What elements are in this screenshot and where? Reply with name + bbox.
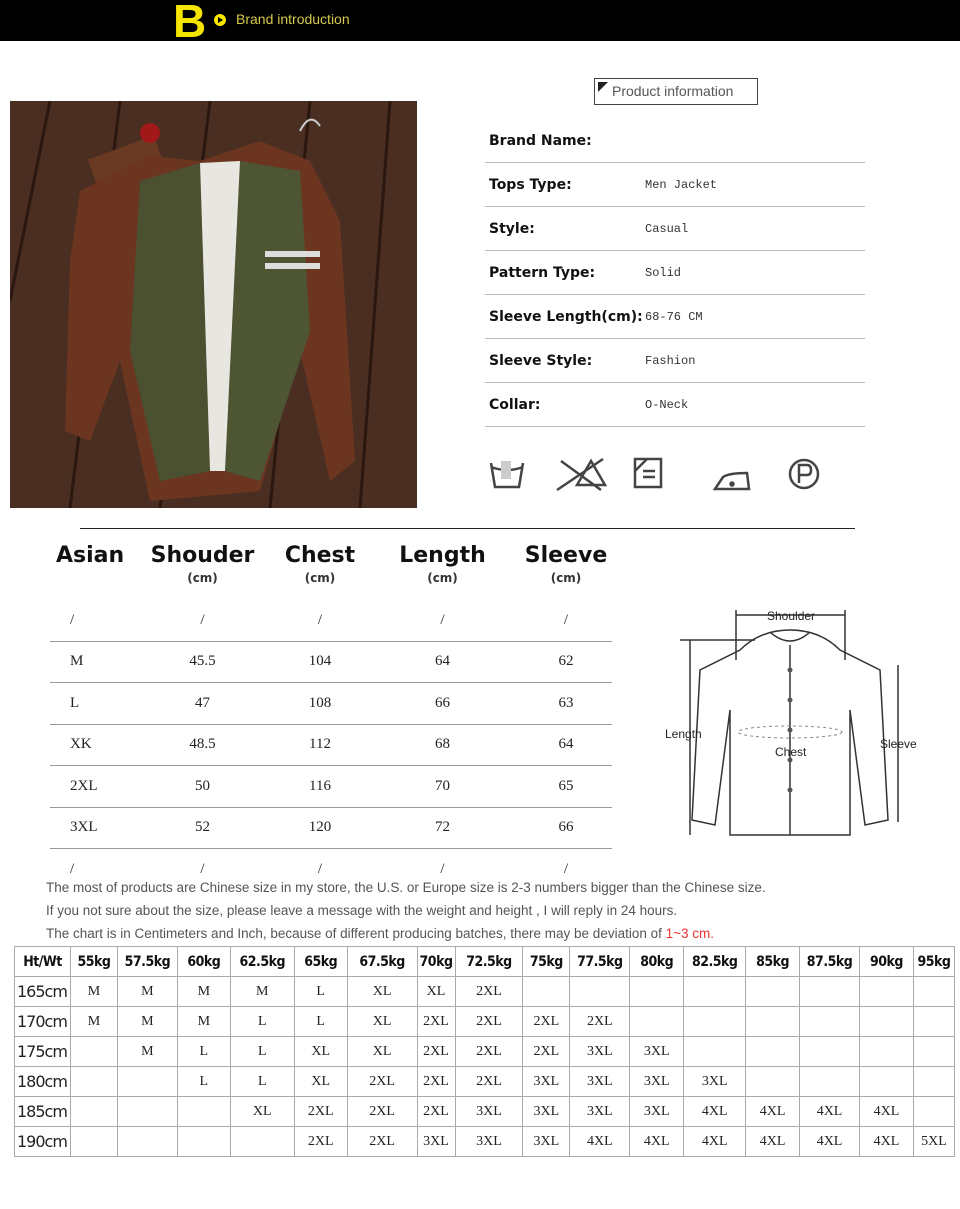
chart-cell: 3XL: [630, 1097, 684, 1127]
attr-label: Brand Name:: [489, 132, 592, 149]
attr-collar: [485, 383, 865, 427]
chart-cell: 3XL: [630, 1067, 684, 1097]
chart-cell: 2XL: [455, 977, 523, 1007]
chart-cell: [70, 1127, 117, 1157]
length-label: Length: [665, 727, 702, 741]
header-banner: [0, 0, 960, 47]
chart-cell: 4XL: [746, 1097, 800, 1127]
size-cell: 112: [309, 736, 331, 753]
chart-cell: M: [117, 1037, 177, 1067]
chart-cell: 5XL: [913, 1127, 954, 1157]
chart-cell: 3XL: [455, 1097, 523, 1127]
chart-row: [15, 977, 955, 1007]
chart-cell: 2XL: [347, 1067, 417, 1097]
size-cell: /: [200, 611, 205, 628]
chart-cell: L: [230, 1067, 294, 1097]
row-header: 175cm: [15, 1037, 71, 1067]
size-cell: 116: [309, 777, 331, 794]
row-header: 190cm: [15, 1127, 71, 1157]
chart-cell: XL: [347, 1007, 417, 1037]
row-header: 170cm: [15, 1007, 71, 1037]
chart-cell: XL: [417, 977, 455, 1007]
size-cell: 64: [435, 653, 450, 670]
dry-flat-icon: [635, 459, 661, 487]
chart-header-row: [15, 947, 955, 977]
chart-cell: XL: [347, 977, 417, 1007]
product-information-label: Product information: [594, 78, 758, 105]
chart-cell: [860, 1067, 914, 1097]
chart-cell: XL: [294, 1037, 347, 1067]
chart-cell: [684, 1007, 746, 1037]
chart-row: [15, 1097, 955, 1127]
chart-cell: 2XL: [455, 1067, 523, 1097]
chart-cell: 4XL: [630, 1127, 684, 1157]
measurement-diagram: [660, 600, 920, 845]
header-label: Length: [399, 543, 486, 568]
chest-label: Chest: [775, 745, 807, 759]
size-notes: [46, 876, 766, 945]
chart-cell: 3XL: [523, 1097, 570, 1127]
size-cell: 66: [435, 694, 450, 711]
chart-cell: 55kg: [70, 947, 117, 977]
chart-cell: [913, 1007, 954, 1037]
attr-label: Style:: [489, 220, 535, 237]
size-row: [50, 808, 612, 850]
size-row: [50, 683, 612, 725]
attr-sleeve-length: [485, 295, 865, 339]
header-label: Shouder: [150, 543, 255, 568]
attr-label: Tops Type:: [489, 176, 572, 193]
chart-cell: [800, 1067, 860, 1097]
chart-cell: [177, 1127, 230, 1157]
chart-cell: [800, 1037, 860, 1067]
chart-cell: [746, 977, 800, 1007]
size-cell: 52: [195, 819, 210, 836]
size-table-header: [50, 540, 612, 600]
row-header: 185cm: [15, 1097, 71, 1127]
size-cell: 120: [308, 819, 332, 836]
attr-label: Sleeve Length(cm):: [489, 308, 643, 325]
chart-cell: 65kg: [294, 947, 347, 977]
chart-cell: [913, 1097, 954, 1127]
attr-pattern-type: [485, 251, 865, 295]
chart-cell: [570, 977, 630, 1007]
shoulder-label: Shoulder: [767, 609, 816, 623]
header-unit: (cm): [304, 571, 336, 585]
chart-cell: [70, 1037, 117, 1067]
brand-introduction-title: Brand introduction: [236, 11, 350, 27]
chart-row: [15, 1127, 955, 1157]
size-row: [50, 766, 612, 808]
header-shoulder: [130, 540, 275, 600]
chart-cell: [860, 977, 914, 1007]
chart-cell: L: [294, 977, 347, 1007]
chart-cell: [800, 1007, 860, 1037]
chart-cell: [684, 977, 746, 1007]
chart-cell: 2XL: [570, 1007, 630, 1037]
attr-style: [485, 207, 865, 251]
size-cell: 63: [558, 694, 574, 711]
row-header: 180cm: [15, 1067, 71, 1097]
size-cell: 72: [435, 819, 450, 836]
chart-cell: [630, 1007, 684, 1037]
chart-cell: 67.5kg: [347, 947, 417, 977]
chart-cell: [70, 1067, 117, 1097]
attr-label: Sleeve Style:: [489, 352, 593, 369]
chart-cell: [630, 977, 684, 1007]
product-photo: [10, 101, 417, 508]
chart-cell: 2XL: [417, 1007, 455, 1037]
size-cell: 62: [558, 653, 574, 670]
chart-cell: XL: [347, 1037, 417, 1067]
size-cell: 48.5: [189, 736, 216, 753]
chart-cell: 2XL: [417, 1067, 455, 1097]
size-cell: /: [440, 861, 445, 878]
note-line: If you not sure about the size, please leave a message with the weight and height , I will reply in 24 hours.: [46, 903, 678, 918]
chart-cell: 3XL: [684, 1067, 746, 1097]
chart-cell: [860, 1037, 914, 1067]
chart-cell: 2XL: [347, 1097, 417, 1127]
chart-cell: [860, 1007, 914, 1037]
size-row: [50, 600, 612, 642]
size-cell: L: [70, 694, 80, 711]
attr-value: 68-76 CM: [645, 309, 703, 324]
chart-cell: 2XL: [347, 1127, 417, 1157]
chart-cell: [230, 1127, 294, 1157]
size-row: [50, 725, 612, 767]
attr-label: Collar:: [489, 396, 541, 413]
chart-cell: 2XL: [455, 1037, 523, 1067]
size-cell: M: [70, 653, 84, 670]
deviation-highlight: 1~3 cm.: [665, 926, 715, 941]
size-cell: /: [563, 861, 569, 878]
attr-value: Fashion: [645, 353, 696, 368]
iron-low-icon: [715, 473, 749, 489]
section-divider: [80, 528, 855, 529]
size-cell: 47: [195, 694, 210, 711]
header-label: Asian: [56, 543, 125, 568]
size-cell: 68: [435, 736, 450, 753]
chart-cell: 87.5kg: [800, 947, 860, 977]
chart-cell: 75kg: [523, 947, 570, 977]
chart-cell: 2XL: [455, 1007, 523, 1037]
size-cell: /: [440, 611, 445, 628]
chart-cell: 3XL: [523, 1127, 570, 1157]
care-icons: [485, 455, 835, 495]
chart-cell: 2XL: [417, 1097, 455, 1127]
header-sleeve: [520, 540, 612, 600]
attr-value: Casual: [645, 221, 689, 236]
size-cell: /: [563, 611, 569, 628]
size-cell: /: [70, 861, 75, 878]
sleeve-label: Sleeve: [880, 737, 917, 751]
chart-cell: [746, 1067, 800, 1097]
header-length: [365, 540, 520, 600]
chart-cell: [117, 1097, 177, 1127]
chart-cell: 4XL: [570, 1127, 630, 1157]
chart-cell: [913, 1037, 954, 1067]
chart-cell: 70kg: [417, 947, 455, 977]
chart-cell: 4XL: [746, 1127, 800, 1157]
row-header: Ht/Wt: [15, 947, 71, 977]
note-text: The chart is in Centimeters and Inch, because of different producing batches, there may be deviation of: [46, 926, 666, 941]
chart-cell: [117, 1127, 177, 1157]
size-cell: /: [200, 861, 205, 878]
header-chest: [275, 540, 365, 600]
size-cell: XK: [70, 736, 92, 753]
header-label: Chest: [284, 543, 356, 568]
size-cell: 108: [308, 694, 332, 711]
chart-cell: 85kg: [746, 947, 800, 977]
height-weight-size-chart: [14, 946, 955, 1157]
header-unit: (cm): [187, 571, 218, 585]
product-attributes: [485, 119, 865, 427]
chart-cell: 90kg: [860, 947, 914, 977]
chart-cell: 2XL: [294, 1097, 347, 1127]
chart-cell: M: [230, 977, 294, 1007]
chart-cell: [800, 977, 860, 1007]
chart-cell: [684, 1037, 746, 1067]
chart-cell: 3XL: [523, 1067, 570, 1097]
header-unit: (cm): [427, 571, 458, 585]
chart-row: [15, 1067, 955, 1097]
chart-cell: 2XL: [523, 1037, 570, 1067]
size-cell: 64: [558, 736, 574, 753]
chart-cell: L: [294, 1007, 347, 1037]
size-cell: 3XL: [70, 819, 98, 836]
attr-value: Men Jacket: [645, 177, 718, 192]
size-cell: 65: [558, 777, 574, 794]
size-cell: /: [70, 611, 75, 628]
chart-cell: M: [177, 977, 230, 1007]
play-icon: [214, 14, 226, 26]
chart-cell: [746, 1037, 800, 1067]
chart-cell: [913, 1067, 954, 1097]
attr-tops-type: [485, 163, 865, 207]
attr-value: O-Neck: [645, 397, 689, 412]
size-cell: 104: [308, 653, 332, 670]
size-cell: /: [317, 861, 323, 878]
chart-cell: [177, 1097, 230, 1127]
chart-cell: 77.5kg: [570, 947, 630, 977]
size-table: [50, 540, 612, 891]
chart-cell: 4XL: [860, 1097, 914, 1127]
chart-cell: 62.5kg: [230, 947, 294, 977]
chart-cell: 95kg: [913, 947, 954, 977]
chart-cell: 2XL: [417, 1037, 455, 1067]
chart-cell: 4XL: [684, 1127, 746, 1157]
chart-cell: L: [177, 1037, 230, 1067]
row-header: 165cm: [15, 977, 71, 1007]
no-bleach-icon: [557, 459, 605, 490]
size-cell: 45.5: [189, 653, 216, 670]
chart-cell: 4XL: [800, 1127, 860, 1157]
chart-cell: 4XL: [684, 1097, 746, 1127]
header-label: Sleeve: [524, 543, 608, 568]
header-asian: [50, 540, 130, 600]
chart-cell: 3XL: [417, 1127, 455, 1157]
chart-row: [15, 1007, 955, 1037]
chart-cell: 2XL: [523, 1007, 570, 1037]
note-line: The most of products are Chinese size in my store, the U.S. or Europe size is 2-3 numbers bigger than the Chinese size.: [46, 880, 766, 895]
chart-cell: M: [70, 977, 117, 1007]
header-unit: (cm): [550, 571, 582, 585]
chart-cell: 3XL: [570, 1037, 630, 1067]
hand-wash-icon: [491, 461, 523, 487]
chart-cell: M: [117, 977, 177, 1007]
chart-cell: 3XL: [455, 1127, 523, 1157]
chart-cell: XL: [230, 1097, 294, 1127]
chart-cell: [746, 1007, 800, 1037]
attr-label: Pattern Type:: [489, 264, 596, 281]
attr-sleeve-style: [485, 339, 865, 383]
chart-cell: 3XL: [630, 1037, 684, 1067]
chart-cell: L: [230, 1007, 294, 1037]
chart-cell: [117, 1067, 177, 1097]
size-cell: /: [317, 611, 323, 628]
chart-cell: 3XL: [570, 1067, 630, 1097]
attr-value: Solid: [645, 265, 682, 280]
chart-cell: [523, 977, 570, 1007]
chart-cell: 4XL: [800, 1097, 860, 1127]
chart-cell: 3XL: [570, 1097, 630, 1127]
chart-cell: L: [230, 1037, 294, 1067]
brand-logo-letter: B: [173, 0, 207, 47]
size-cell: 66: [558, 819, 574, 836]
chart-cell: 2XL: [294, 1127, 347, 1157]
size-cell: 2XL: [70, 777, 98, 794]
note-line: [46, 922, 766, 945]
chart-cell: 72.5kg: [455, 947, 523, 977]
chart-cell: 82.5kg: [684, 947, 746, 977]
chart-cell: [913, 977, 954, 1007]
chart-cell: 4XL: [860, 1127, 914, 1157]
chart-cell: 57.5kg: [117, 947, 177, 977]
size-cell: 50: [195, 777, 210, 794]
attr-brand-name: [485, 119, 865, 163]
chart-cell: [70, 1097, 117, 1127]
chart-cell: M: [177, 1007, 230, 1037]
size-cell: 70: [435, 777, 450, 794]
chart-cell: L: [177, 1067, 230, 1097]
chart-cell: XL: [294, 1067, 347, 1097]
size-row: [50, 642, 612, 684]
chart-cell: 80kg: [630, 947, 684, 977]
chart-row: [15, 1037, 955, 1067]
dry-clean-p-icon: [790, 460, 818, 488]
chart-cell: M: [117, 1007, 177, 1037]
chart-cell: 60kg: [177, 947, 230, 977]
chart-cell: M: [70, 1007, 117, 1037]
